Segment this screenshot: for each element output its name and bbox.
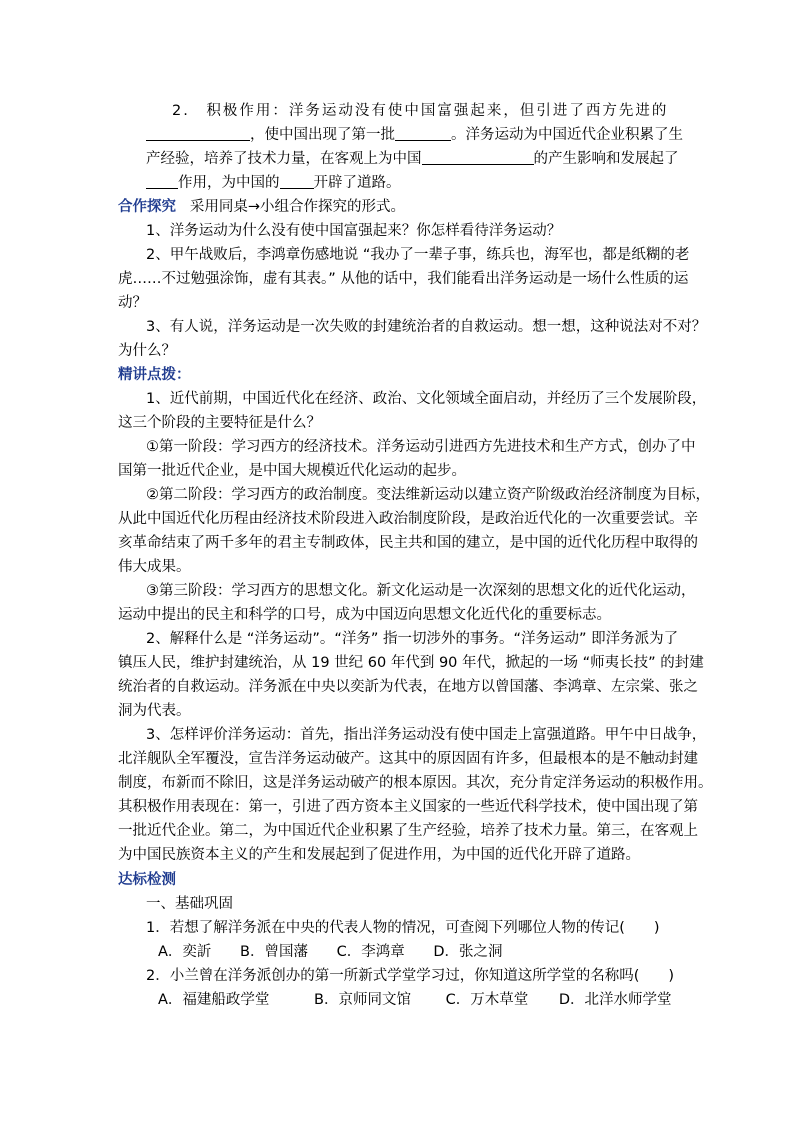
stage-1-line-1: ①第一阶段：学习西方的经济技术。洋务运动引进西方先进技术和生产方式，创办了中	[146, 439, 696, 455]
fill-blank[interactable]	[146, 173, 178, 189]
stage-3-line-2: 运动中提出的民主和科学的口号，成为中国迈向思想文化近代化的重要标志。	[118, 607, 611, 623]
cooperative-question-2-line-1: 2、甲午战败后，李鸿章伤感地说 “我办了一辈子事，练兵也，海军也，都是纸糊的老	[146, 247, 690, 263]
explanation-3-line-4: 其积极作用表现在：第一，引进了西方资本主义国家的一些近代科学技术，使中国出现了第	[118, 799, 698, 815]
paragraph-2-line-3	[146, 147, 679, 171]
fill-blank[interactable]	[146, 125, 250, 141]
explanation-3-line-1: 3、怎样评价洋务运动：首先，指出洋务运动没有使中国走上富强道路。甲午中日战争，	[146, 727, 707, 743]
explanation-2-line-2: 镇压人民，维护封建统治，从 19 世纪 60 年代到 90 年代，掀起的一场 “师夷长技” 的封建	[118, 655, 704, 671]
cooperative-question-3-line-2: 为什么？	[118, 343, 176, 359]
stage-1-line-2: 国第一批近代企业，是中国大规模近代化运动的起步。	[118, 463, 466, 479]
option-c[interactable]: C．李鸿章	[336, 944, 405, 960]
cooperative-intro: 采用同桌→小组合作探究的形式。	[189, 199, 405, 215]
text-segment: 的产生影响和发展起了	[533, 151, 679, 167]
option-d[interactable]: D．张之洞	[433, 944, 503, 960]
text-segment: 开辟了道路。	[313, 175, 401, 191]
explanation-3-line-6: 为中国民族资本主义的产生和发展起到了促进作用，为中国的近代化开辟了道路。	[118, 847, 640, 863]
stage-2-line-4: 伟大成果。	[118, 559, 191, 575]
cooperative-heading: 合作探究	[118, 199, 176, 215]
explanation-3-line-3: 制度，布新而不除旧，这是洋务运动破产的根本原因。其次，充分肯定洋务运动的积极作用。	[118, 775, 713, 791]
cooperative-question-2-line-2: 虎……不过勉强涂饰，虚有其表。” 从他的话中，我们能看出洋务运动是一场什么性质的运	[118, 271, 689, 287]
text-segment: 产经验，培养了技术力量，在客观上为中国	[146, 151, 422, 167]
option-b[interactable]: B．曾国藩	[240, 944, 308, 960]
option-a[interactable]: A．奕訢	[158, 944, 212, 960]
test-question-2-options	[158, 988, 672, 1012]
explanation-1-line-2: 这三个阶段的主要特征是什么？	[118, 415, 321, 431]
explanation-3-line-2: 北洋舰队全军覆没，宣告洋务运动破产。这其中的原因固有许多，但最根本的是不触动封建	[118, 751, 698, 767]
option-a[interactable]: A．福建船政学堂	[158, 992, 270, 1008]
explanation-2-line-1: 2、解释什么是 “洋务运动”。“洋务” 指一切涉外的事务。“洋务运动” 即洋务派为了	[146, 631, 679, 647]
stage-2-line-3: 亥革命结束了两千多年的君主专制政体，民主共和国的建立，是中国的近代化历程中取得的	[118, 535, 698, 551]
test-subheading: 一、基础巩固	[146, 896, 233, 912]
test-question-1-options	[158, 940, 527, 964]
option-d[interactable]: D．北洋水师学堂	[558, 992, 672, 1008]
explanation-1-line-1: 1、近代前期，中国近代化在经济、政治、文化领域全面启动，并经历了三个发展阶段，	[146, 391, 707, 407]
explanation-3-line-5: 一批近代企业。第二，为中国近代企业积累了生产经验，培养了技术力量。第三，在客观上	[118, 823, 698, 839]
paragraph-2-line-1: 2. 积极作用：洋务运动没有使中国富强起来，但引进了西方先进的	[172, 103, 669, 119]
option-b[interactable]: B．京师同文馆	[314, 992, 411, 1008]
text-segment: 。洋务运动为中国近代企业积累了生	[451, 127, 683, 143]
cooperative-question-2-line-3: 动？	[118, 295, 147, 311]
test-question-1: 1．若想了解洋务派在中央的代表人物的情况，可查阅下列哪位人物的传记( )	[146, 920, 660, 936]
text-segment: 作用，为中国的	[178, 175, 280, 191]
cooperative-question-3-line-1: 3、有人说，洋务运动是一次失败的封建统治者的自救运动。想一想，这种说法对不对？	[146, 319, 707, 335]
cooperative-question-1: 1、洋务运动为什么没有使中国富强起来？你怎样看待洋务运动？	[146, 223, 562, 239]
fill-blank[interactable]	[395, 125, 451, 141]
test-heading: 达标检测	[118, 872, 176, 888]
stage-2-line-1: ②第二阶段：学习西方的政治制度。变法维新运动以建立资产阶级政治经济制度为目标，	[146, 487, 710, 503]
text-segment: ，使中国出现了第一批	[250, 127, 395, 143]
option-c[interactable]: C．万木草堂	[445, 992, 529, 1008]
explanation-heading: 精讲点拨：	[118, 367, 191, 383]
paragraph-2-line-2	[146, 123, 683, 147]
stage-3-line-1: ③第三阶段：学习西方的思想文化。新文化运动是一次深刻的思想文化的近代化运动，	[146, 583, 696, 599]
fill-blank[interactable]	[280, 173, 314, 189]
fill-blank[interactable]	[422, 149, 534, 165]
explanation-2-line-4: 洞为代表。	[118, 703, 191, 719]
paragraph-2-line-4	[146, 171, 401, 195]
test-question-2: 2．小兰曾在洋务派创办的第一所新式学堂学习过，你知道这所学堂的名称吗( )	[146, 968, 675, 984]
stage-2-line-2: 从此中国近代化历程由经济技术阶段进入政治制度阶段，是政治近代化的一次重要尝试。辛	[118, 511, 698, 527]
explanation-2-line-3: 统治者的自救运动。洋务派在中央以奕訢为代表，在地方以曾国藩、李鸿章、左宗棠、张之	[118, 679, 698, 695]
cooperative-section-header	[118, 195, 405, 219]
